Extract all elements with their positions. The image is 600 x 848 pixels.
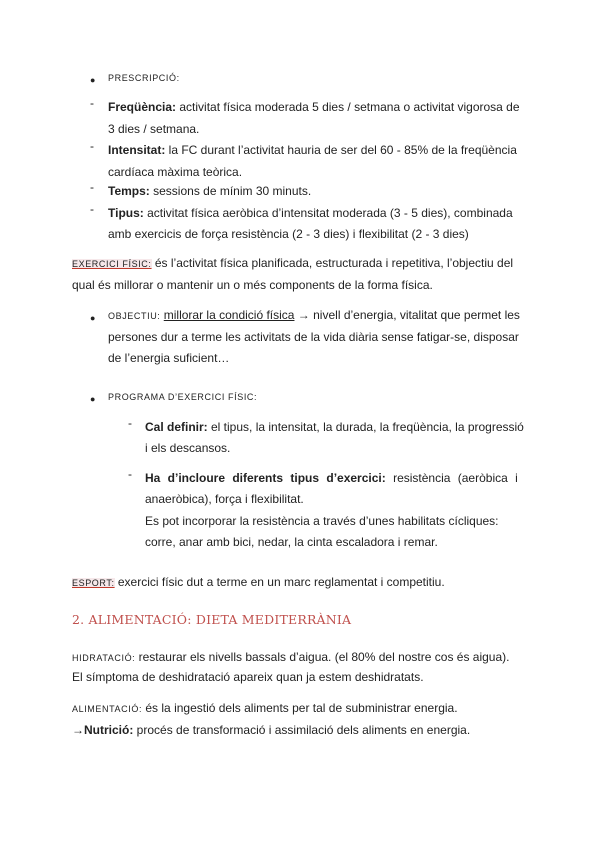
term-esport: ESPORT:: [72, 578, 115, 588]
objectiu-text-cont: de l’energia suficient…: [108, 351, 230, 365]
list-item: [145, 416, 528, 438]
list-item-text: la FC durant l’activitat hauria de ser del 60 - 85% de la freqüència: [165, 143, 517, 157]
term-hidratacio: HIDRATACIÓ:: [72, 653, 136, 663]
list-item: [108, 180, 311, 202]
bullet-icon: ●: [90, 313, 96, 323]
list-item-text: resistència (aeròbica i: [385, 471, 518, 485]
definition-text: restaurar els nivells bassals d’aigua. (el 80% del nostre cos és aigua).: [135, 650, 510, 664]
dash-icon: -: [128, 416, 132, 430]
list-item-cont: anaeròbica), força i flexibilitat.: [145, 492, 304, 506]
list-item: [108, 96, 528, 118]
definition-nutricio: [72, 719, 470, 741]
dash-icon: -: [90, 202, 94, 216]
definition-text: exercici físic dut a terme en un marc reglamentat i competitiu.: [114, 575, 445, 589]
bullet-icon: ●: [90, 394, 96, 404]
dash-icon: -: [128, 467, 132, 481]
programa-label: PROGRAMA D’EXERCICI FÍSIC:: [108, 392, 258, 402]
list-item-text: el tipus, la intensitat, la durada, la freqüència, la progressió: [207, 420, 524, 434]
list-item: [108, 139, 528, 161]
list-item-text: activitat física moderada 5 dies / setmana o activitat vigorosa de: [176, 100, 520, 114]
list-item-text: activitat física aeròbica d’intensitat moderada (3 - 5 dies), combinada: [143, 206, 513, 220]
list-item-text: sessions de mínim 30 minuts.: [149, 184, 312, 198]
term-exercici-fisic: EXERCICI FÍSIC:: [72, 259, 152, 269]
definition-text: procés de transformació i assimilació dels aliments en energia.: [133, 723, 471, 737]
term-nutricio: Nutrició:: [84, 723, 134, 737]
bullet-icon: ●: [90, 75, 96, 85]
objectiu-line: [108, 304, 528, 327]
dash-icon: -: [90, 180, 94, 194]
list-item-cont: cardíaca màxima teòrica.: [108, 165, 243, 179]
definition-text-cont: El símptoma de deshidratació apareix quan ja estem deshidratats.: [72, 670, 424, 684]
objectiu-link: millorar la condició física: [163, 308, 295, 322]
term-intensitat: Intensitat:: [108, 143, 166, 157]
term-ha-dincloure: Ha d’incloure diferents tipus d’exercici:: [145, 471, 386, 485]
dash-icon: -: [90, 96, 94, 110]
prescripcio-label: PRESCRIPCIÓ:: [108, 73, 180, 83]
list-item: [108, 202, 528, 224]
dash-icon: -: [90, 139, 94, 153]
definition-alimentacio: [72, 697, 458, 720]
list-item-cont: amb exercicis de força resistència (2 - 3 dies) i flexibilitat (2 - 3 dies): [108, 227, 469, 241]
objectiu-label: OBJECTIU:: [108, 311, 161, 321]
definition-text-cont: qual és millorar o mantenir un o més components de la forma física.: [72, 278, 433, 292]
definition-esport: [72, 571, 445, 594]
definition-text: és l’activitat física planificada, estructurada i repetitiva, l’objectiu del: [151, 256, 514, 270]
definition-exercici-fisic: [72, 252, 528, 275]
term-cal-definir: Cal definir:: [145, 420, 208, 434]
list-item-cont: i els descansos.: [145, 441, 231, 455]
term-alimentacio: ALIMENTACIÓ:: [72, 704, 143, 714]
objectiu-text: → nivell d’energia, vitalitat que permet les: [294, 308, 520, 322]
list-item-cont: 3 dies / setmana.: [108, 122, 200, 136]
term-temps: Temps:: [108, 184, 150, 198]
list-item-cont: corre, anar amb bici, nedar, la cinta escaladora i remar.: [145, 535, 438, 549]
list-item-cont: Es pot incorporar la resistència a través d’unes habilitats cícliques:: [145, 514, 499, 528]
term-tipus: Tipus:: [108, 206, 144, 220]
list-item: [145, 467, 528, 489]
definition-text: és la ingestió dels aliments per tal de subministrar energia.: [142, 701, 458, 715]
term-frequencia: Freqüència:: [108, 100, 177, 114]
arrow-icon: →: [72, 723, 84, 737]
section-heading: 2. ALIMENTACIÓ: DIETA MEDITERRÀNIA: [72, 612, 352, 627]
objectiu-text-cont: persones dur a terme les activitats de la vida diària sense fatigar-se, disposar: [108, 330, 519, 344]
